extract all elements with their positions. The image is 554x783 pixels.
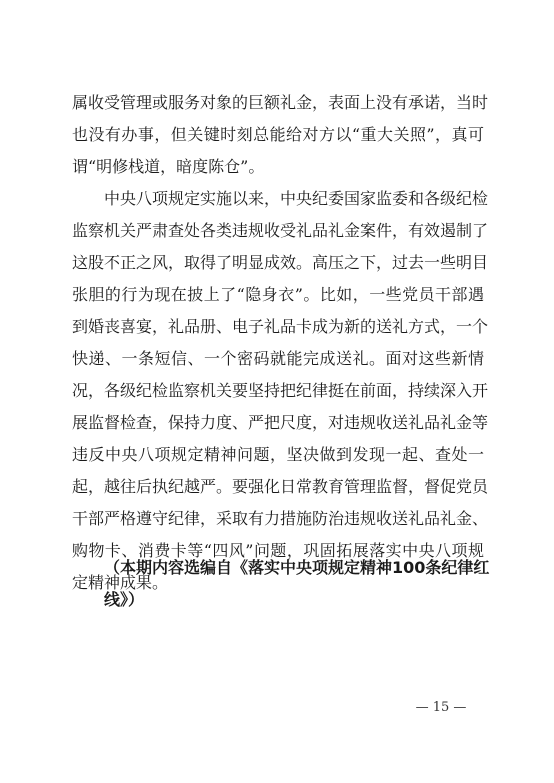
text-line: 张胆的行为现在披上了“隐身衣”。比如，一些党员干部遇 bbox=[72, 285, 484, 304]
text-line: 属收受管理或服务对象的巨额礼金，表面上没有承诺，当时 bbox=[72, 93, 489, 112]
source-note bbox=[104, 552, 490, 616]
text-line: 这股不正之风，取得了明显成效。高压之下，过去一些明目 bbox=[72, 253, 489, 272]
text-line: 谓“明修栈道，暗度陈仓”。 bbox=[72, 157, 265, 176]
text-line: 快递、一条短信、一个密码就能完成送礼。面对这些新情 bbox=[72, 349, 484, 368]
text-line: 监察机关严肃查处各类违规收受礼品礼金案件，有效遏制了 bbox=[72, 221, 489, 240]
text-line: 展监督检查，保持力度、严把尺度，对违规收送礼品礼金等 bbox=[72, 413, 489, 432]
text-line: 干部严格遵守纪律，采取有力措施防治违规收送礼品礼金、 bbox=[72, 509, 489, 528]
text-line: 中央八项规定实施以来，中央纪委国家监委和各级纪检 bbox=[104, 189, 489, 208]
text-line: 起，越往后执纪越严。要强化日常教育管理监督，督促党员 bbox=[72, 477, 489, 496]
paragraph-1 bbox=[72, 87, 489, 183]
paragraph-2 bbox=[72, 183, 490, 599]
page-number: — 15 — bbox=[415, 700, 467, 715]
text-line: 购物卡、消费卡等“四风”问题，巩固拓展落实中央八项规 bbox=[72, 541, 484, 560]
source-note-line: 线》） bbox=[104, 590, 145, 609]
body-text bbox=[72, 87, 490, 599]
source-note-line: （本期内容选编自《落实中央项规定精神100条纪律红 bbox=[104, 558, 490, 577]
text-line: 到婚丧喜宴，礼品册、电子礼品卡成为新的送礼方式，一个 bbox=[72, 317, 489, 336]
text-line: 况，各级纪检监察机关要坚持把纪律挺在前面，持续深入开 bbox=[72, 381, 489, 400]
text-line: 定精神成果。 bbox=[72, 573, 169, 592]
text-line: 违反中央八项规定精神问题，坚决做到发现一起、查处一 bbox=[72, 445, 484, 464]
text-line: 也没有办事，但关键时刻总能给对方以“重大关照”，真可 bbox=[72, 125, 484, 144]
